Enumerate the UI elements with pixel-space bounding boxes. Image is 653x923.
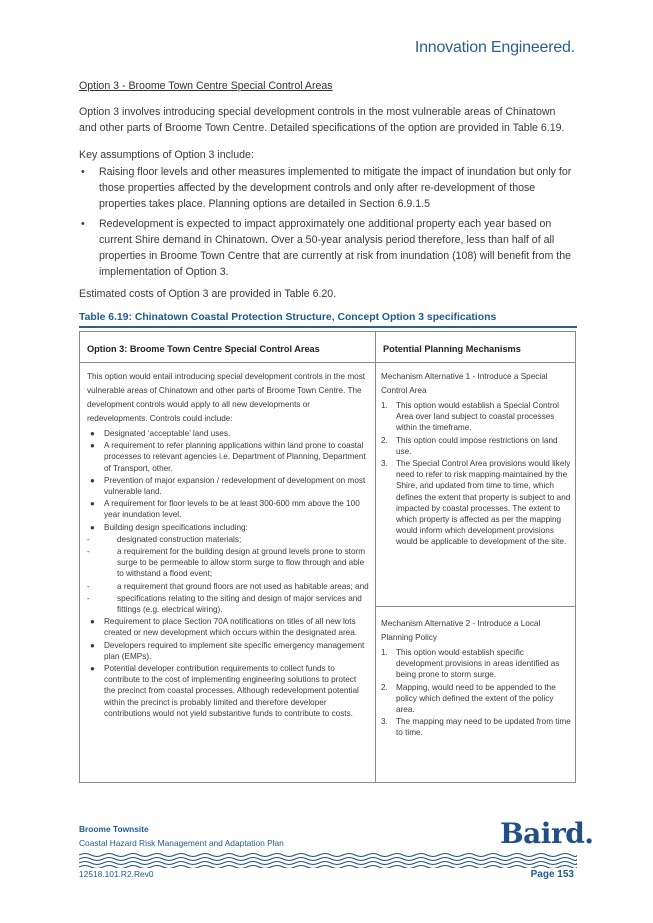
column-divider: [375, 332, 376, 782]
specifications-table: [79, 331, 576, 783]
dash-icon: -: [87, 534, 90, 544]
list-item: ● Potential developer contribution requirements to collect funds to contribute to the cost of implementing engineering solutions to protect the precinct from coastal processes. Although redevelopment potential within the precinct is probably limited and therefore developer contributions would not yield substantive funds to contribute to costs.: [90, 664, 359, 718]
list-item: ● A requirement for floor levels to be at least 300-600 mm above the 100 year inundation level.: [90, 499, 360, 520]
mechanism-alternative-2-cell: [381, 617, 571, 740]
bullet-icon: ●: [90, 617, 95, 627]
wave-divider-icon: [79, 852, 577, 868]
page-number: Page 153: [530, 869, 574, 880]
list-item: 3. The Special Control Area provisions would likely need to refer to risk mapping maintained by the Shire, and updated from time to time, which defines the extent that property is subject to and impacted by coastal processes. The extent to which property is affected as per the mapping would inform which development provisions would be applicable to development of the site.: [381, 459, 571, 547]
list-item: ● Developers required to implement site specific emergency management plan (EMPs).: [90, 640, 365, 661]
option-lead-text: This option would entail introducing special development controls in the most vulnerable areas of Chinatown and other parts of Broome Town Centre. The development controls would apply to all new developments or redevelopments. Controls could include:: [87, 372, 366, 423]
mechanism-1-list: [381, 400, 571, 548]
mechanism-alternative-1-cell: [381, 370, 571, 549]
list-item: ● Designated ‘acceptable’ land uses.: [90, 429, 231, 438]
caption-divider: [79, 326, 577, 328]
bullet-icon: •: [81, 218, 85, 230]
assumption-list: [79, 164, 575, 284]
mechanism-2-list: [381, 647, 571, 739]
controls-list-continued: [87, 616, 369, 719]
header-divider: [80, 362, 575, 363]
assumption-item: • Redevelopment is expected to impact approximately one additional property each year based on current Shire demand in Chinatown. Over a 50-year analysis period therefore, less than half of all properties in Broome Town Centre that are currently at risk from inundation (108) will benefit from the implementation of Option 3.: [81, 218, 572, 278]
list-item: 3. The mapping may need to be updated from time to time.: [381, 717, 571, 738]
list-item: ● A requirement to refer planning applications within land prone to coastal processes to relevant agencies i.e. Department of Planning, Department of Transport, other.: [90, 441, 366, 473]
table-header-mechanisms: Potential Planning Mechanisms: [383, 344, 521, 354]
footer-subtitle: Coastal Hazard Risk Management and Adaptation Plan: [79, 838, 284, 848]
bullet-icon: ●: [90, 475, 95, 485]
mechanism-1-lead: Mechanism Alternative 1 - Introduce a Special Control Area: [381, 372, 548, 395]
header-tagline: Innovation Engineered.: [414, 39, 575, 56]
list-item: 2. This option could impose restrictions on land use.: [381, 435, 558, 456]
dash-icon: -: [87, 547, 90, 557]
dash-icon: -: [87, 593, 90, 603]
table-header-option: Option 3: Broome Town Centre Special Control Areas: [87, 344, 320, 354]
list-item: ● Building design specifications including:: [90, 522, 248, 532]
mechanism-2-lead: Mechanism Alternative 2 - Introduce a Local Planning Policy: [381, 619, 541, 642]
section-heading: Option 3 - Broome Town Centre Special Control Areas: [79, 80, 333, 92]
list-item: 1. This option would establish a Special Control Area over land subject to coastal processes within the timeframe.: [381, 401, 559, 433]
list-item: - designated construction materials;: [87, 534, 242, 544]
footer-title: Broome Townsite: [79, 824, 149, 834]
bullet-icon: •: [81, 166, 85, 178]
bullet-icon: ●: [90, 441, 95, 451]
baird-logo: Baird.: [500, 817, 594, 850]
bullet-icon: ●: [90, 522, 95, 532]
document-number: 12518.101.R2.Rev0: [79, 869, 154, 879]
building-specs-sublist: [87, 534, 369, 615]
bullet-icon: ●: [90, 640, 95, 650]
list-item: - a requirement that ground floors are not used as habitable areas; and: [87, 581, 369, 591]
list-item: ● Requirement to place Section 70A notifications on titles of all new lots created or new development which occurs within the designated area.: [90, 617, 358, 638]
controls-list: [87, 428, 369, 533]
list-item: - specifications relating to the siting and design of major services and fittings (e.g. electrical wiring).: [87, 593, 362, 615]
assumption-item: • Raising floor levels and other measures implemented to mitigate the impact of inundation but only for those properties affected by the development controls and only after re-development of those properties takes place. Planning options are detailed in Section 6.9.1.5: [81, 166, 572, 210]
bullet-icon: ●: [90, 664, 95, 674]
table-caption: Table 6.19: Chinatown Coastal Protection Structure, Concept Option 3 specifications: [79, 312, 497, 323]
list-item: 1. This option would establish specific development provisions in areas identified as being prone to storm surge.: [381, 648, 560, 680]
list-item: ● Prevention of major expansion / redevelopment of development on most vulnerable land.: [90, 475, 366, 497]
estimated-costs-paragraph: Estimated costs of Option 3 are provided in Table 6.20.: [79, 288, 337, 300]
list-item: - a requirement for the building design at ground levels prone to storm surge to be permeable to allow storm surge to flow through and able to withstand a flood event;: [87, 547, 366, 579]
dash-icon: -: [87, 581, 90, 591]
bullet-icon: ●: [90, 499, 95, 509]
list-item: 2. Mapping, would need to be appended to the policy which defined the extent of the policy area.: [381, 682, 556, 715]
intro-paragraph: Option 3 involves introducing special development controls in the most vulnerable areas of Chinatown and other parts of Broome Town Centre. Detailed specifications of the option are provided in Table 6.19.: [79, 106, 565, 134]
bullet-icon: ●: [90, 429, 95, 438]
row-divider: [375, 606, 575, 607]
option-description-cell: [87, 370, 369, 720]
key-assumptions-heading: Key assumptions of Option 3 include:: [79, 149, 254, 161]
